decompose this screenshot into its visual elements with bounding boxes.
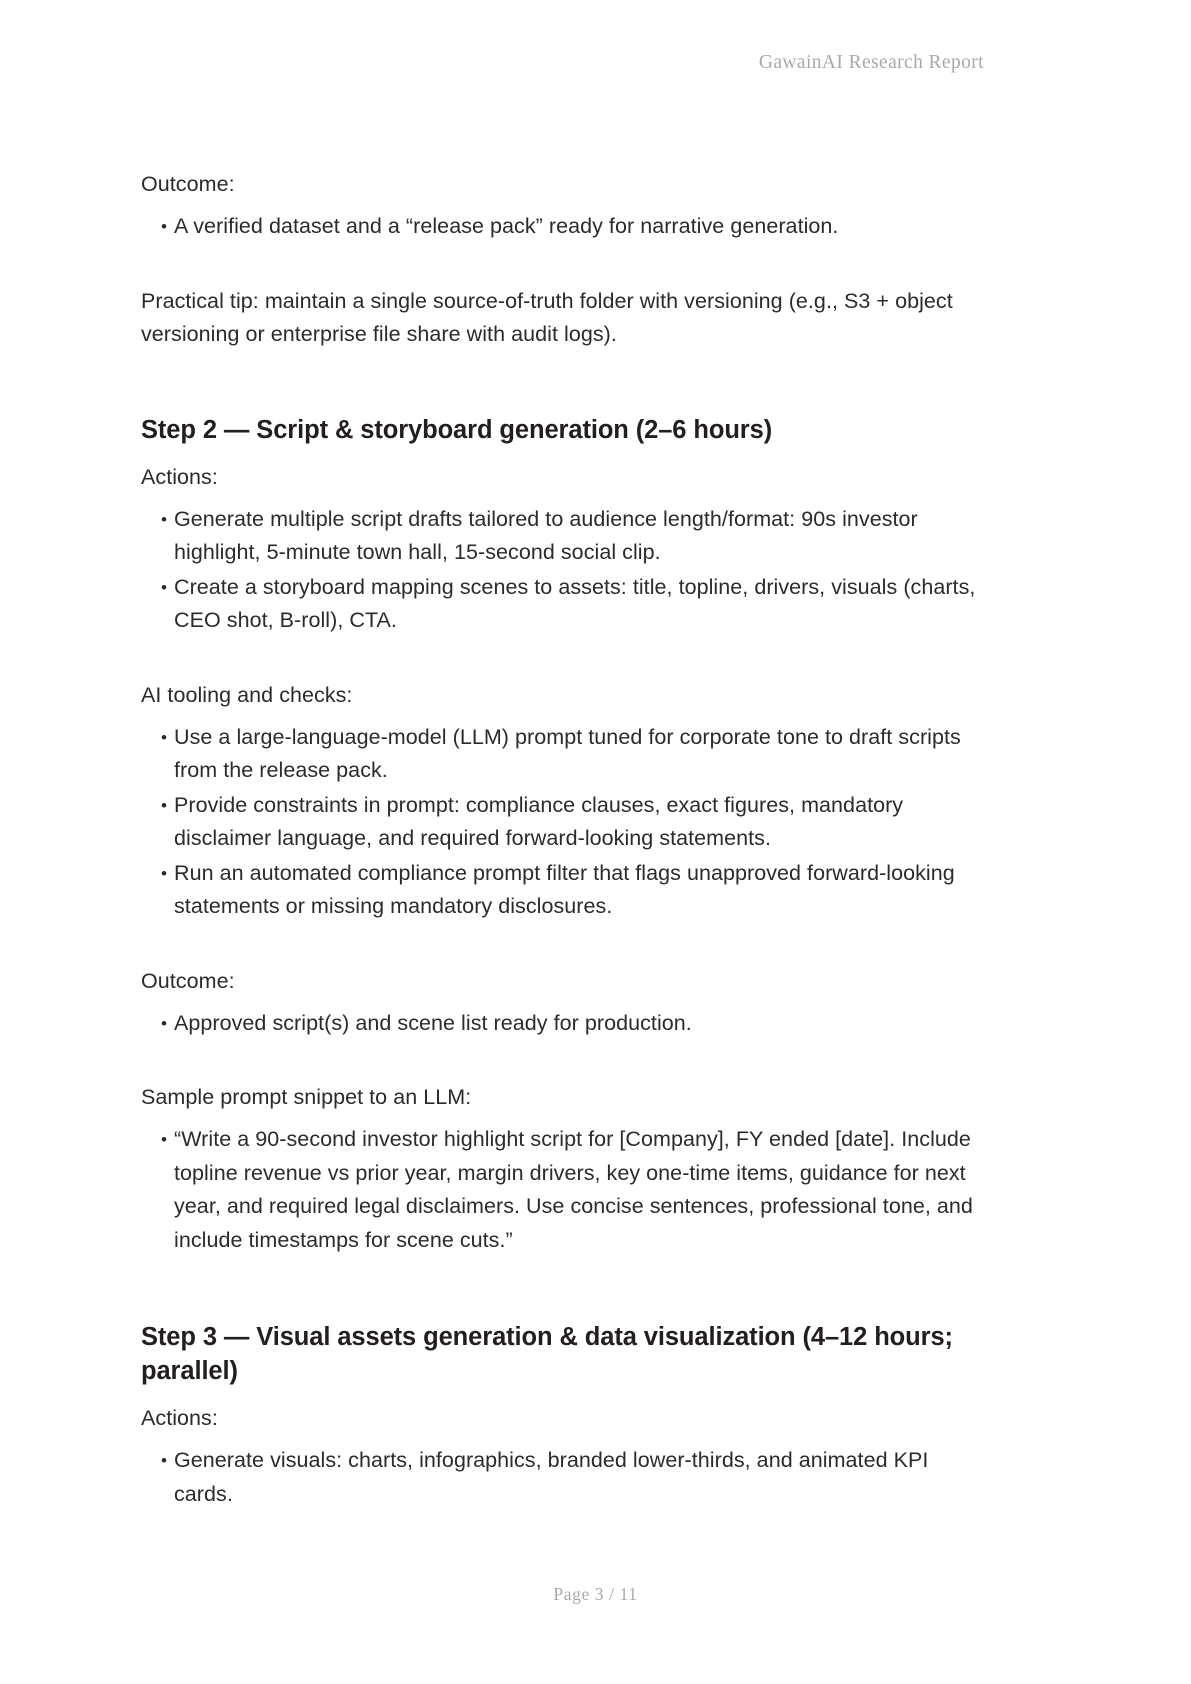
list-item-text: Generate visuals: charts, infographics, branded lower-thirds, and animated KPI cards. xyxy=(174,1448,929,1506)
list-item xyxy=(141,503,976,570)
step-2-heading: Step 2 — Script & storyboard generation (2–6 hours) xyxy=(141,415,773,444)
sample-prompt-list xyxy=(141,1123,976,1257)
spacer xyxy=(141,245,976,285)
outcome-label-first: Outcome: xyxy=(141,172,235,196)
spacer xyxy=(141,925,976,965)
page-number-footer: Page 3 / 11 xyxy=(553,1584,638,1604)
list-item-text: Use a large-language-model (LLM) prompt tuned for corporate tone to draft scripts from the release pack. xyxy=(174,724,961,782)
ai-tooling-label: AI tooling and checks: xyxy=(141,682,353,707)
document-body xyxy=(141,168,976,1512)
list-item xyxy=(141,789,976,856)
practical-tip-paragraph: Practical tip: maintain a single source-of-truth folder with versioning (e.g., S3 + object versioning or enterprise file share with audit logs). xyxy=(141,288,953,346)
list-item-text: “Write a 90-second investor highlight script for [Company], FY ended [date]. Include topline revenue vs prior year, margin drivers, key one-time items, guidance for next year, and required legal disclaimers. Use concise sentences, professional tone, and include timestamps for scene cuts.” xyxy=(174,1127,973,1252)
spacer xyxy=(141,1258,976,1320)
sample-prompt-label: Sample prompt snippet to an LLM: xyxy=(141,1085,472,1109)
list-item xyxy=(141,857,976,924)
list-item-text: Run an automated compliance prompt filter that flags unapproved forward-looking statements or missing mandatory disclosures. xyxy=(174,860,955,918)
list-item xyxy=(141,210,976,244)
spacer xyxy=(141,639,976,679)
step-3-heading: Step 3 — Visual assets generation & data visualization (4–12 hours; parallel) xyxy=(141,1323,953,1385)
bullet-icon: • xyxy=(161,1451,168,1470)
list-item-text: Generate multiple script drafts tailored to audience length/format: 90s investor highlight, 5-minute town hall, 15-second social clip. xyxy=(174,506,918,564)
bullet-icon: • xyxy=(161,727,168,747)
step-3-actions-list xyxy=(141,1444,976,1511)
list-item-text: Provide constraints in prompt: compliance clauses, exact figures, mandatory disclaimer language, and required forward-looking statements. xyxy=(174,792,904,850)
bullet-icon: • xyxy=(161,217,168,236)
spacer xyxy=(141,1041,976,1081)
list-item-text: A verified dataset and a “release pack” ready for narrative generation. xyxy=(174,214,839,238)
list-item-text: Create a storyboard mapping scenes to assets: title, topline, drivers, visuals (charts, CEO shot, B-roll), CTA. xyxy=(174,574,976,632)
outcome-list-second xyxy=(141,1007,976,1041)
bullet-icon: • xyxy=(161,1013,168,1033)
outcome-label-second: Outcome: xyxy=(141,968,235,993)
list-item xyxy=(141,1007,976,1041)
actions-label-step2: Actions: xyxy=(141,464,218,489)
spacer xyxy=(141,447,976,461)
list-item xyxy=(141,721,976,788)
bullet-icon: • xyxy=(161,577,168,597)
list-item xyxy=(141,1444,976,1511)
spacer xyxy=(141,351,976,413)
actions-label-step3: Actions: xyxy=(141,1406,218,1430)
bullet-icon: • xyxy=(161,1130,168,1149)
bullet-icon: • xyxy=(161,795,168,815)
spacer xyxy=(141,1388,976,1402)
list-item-text: Approved script(s) and scene list ready for production. xyxy=(174,1010,692,1035)
list-item xyxy=(141,571,976,638)
bullet-icon: • xyxy=(161,863,168,883)
bullet-icon: • xyxy=(161,509,168,529)
outcome-list-first xyxy=(141,210,976,244)
running-header-title: GawainAI Research Report xyxy=(758,52,984,73)
ai-tooling-list xyxy=(141,721,976,924)
list-item xyxy=(141,1123,976,1257)
step-2-actions-list xyxy=(141,503,976,638)
